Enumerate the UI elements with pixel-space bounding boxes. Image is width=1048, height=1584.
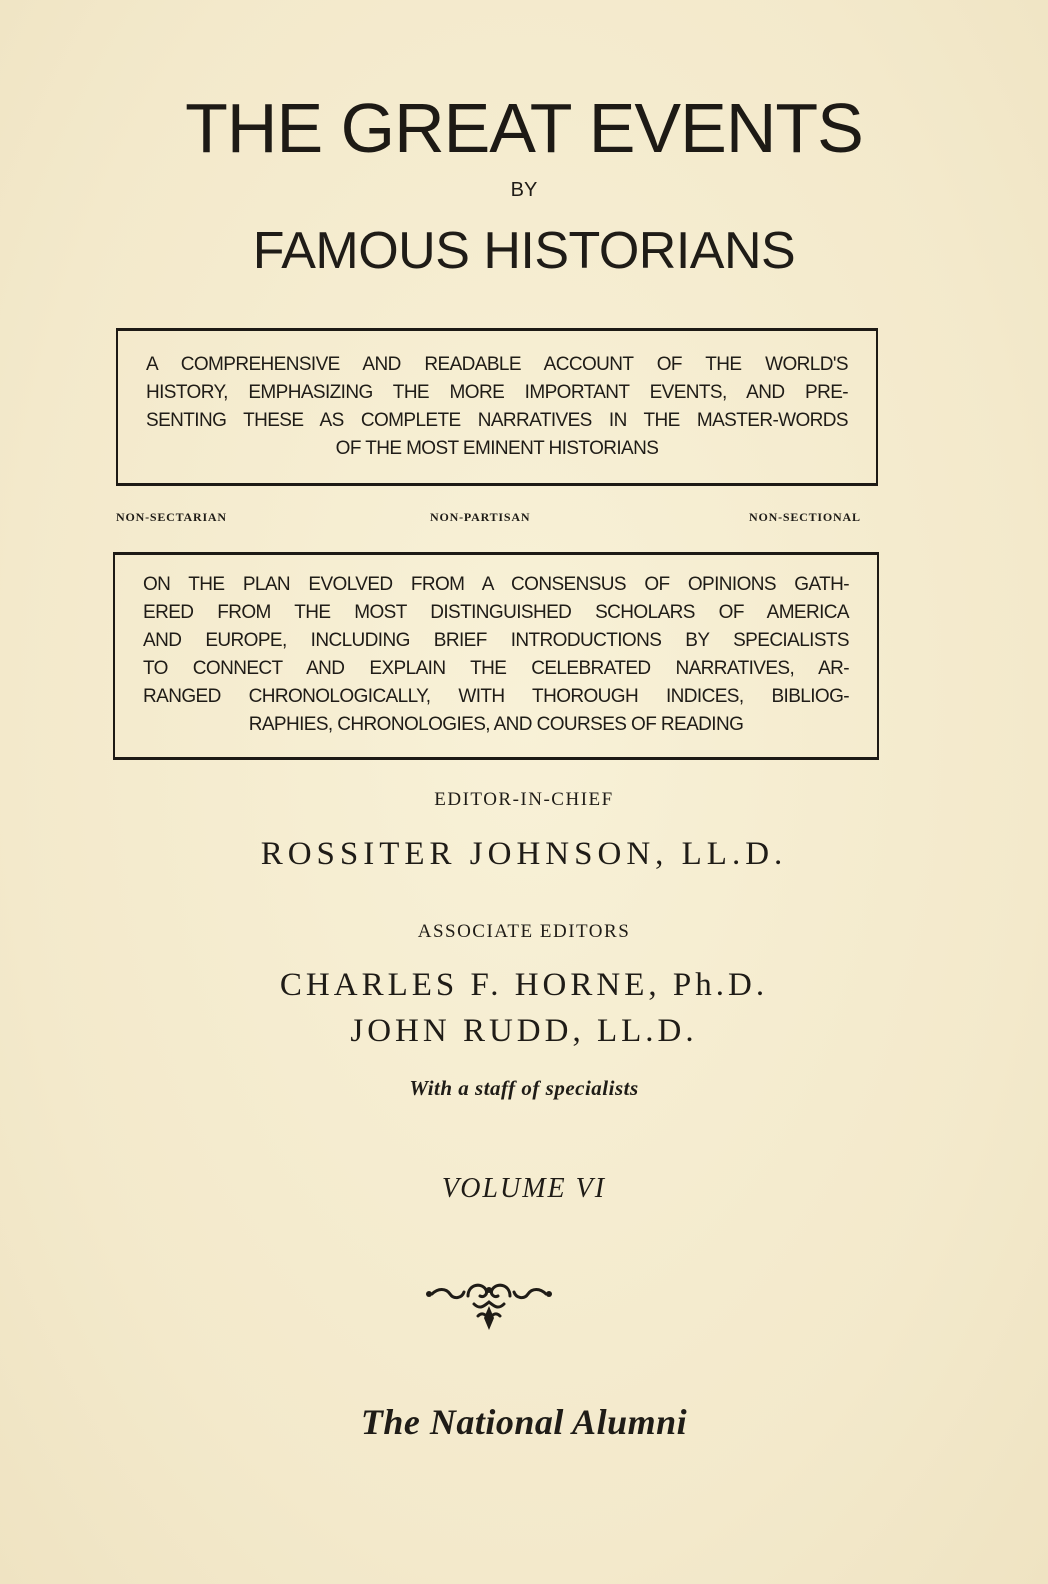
- description-text: [146, 351, 848, 463]
- editor-in-chief-name: ROSSITER JOHNSON, LL.D.: [260, 836, 788, 872]
- description-line: OF THE MOST EMINENT HISTORIANS: [335, 438, 659, 459]
- associate-editors-label: ASSOCIATE EDITORS: [417, 921, 631, 942]
- description-line: SENTING THESE AS COMPLETE NARRATIVES IN THE MASTER-WORDS: [146, 410, 848, 431]
- plan-line: RAPHIES, CHRONOLOGIES, AND COURSES OF READING: [248, 714, 744, 735]
- plan-line: ON THE PLAN EVOLVED FROM A CONSENSUS OF OPINIONS GATH-: [143, 574, 849, 595]
- plan-line: TO CONNECT AND EXPLAIN THE CELEBRATED NARRATIVES, AR-: [143, 658, 849, 679]
- plan-box: [113, 552, 879, 760]
- description-line: A COMPREHENSIVE AND READABLE ACCOUNT OF THE WORLD'S: [146, 354, 848, 375]
- fleuron-ornament-icon: [424, 1276, 554, 1336]
- description-box: [116, 328, 878, 486]
- publisher-imprint: The National Alumni: [360, 1402, 688, 1442]
- associate-editor-name: JOHN RUDD, LL.D.: [350, 1013, 698, 1049]
- slogan-non-sectarian: NON-SECTARIAN: [116, 510, 227, 524]
- staff-note: With a staff of specialists: [409, 1076, 639, 1100]
- associate-editor-name: CHARLES F. HORNE, Ph.D.: [279, 967, 769, 1003]
- plan-text: [143, 571, 849, 739]
- volume-label: VOLUME VI: [441, 1173, 607, 1204]
- slogan-non-sectional: NON-SECTIONAL: [749, 510, 861, 524]
- plan-line: AND EUROPE, INCLUDING BRIEF INTRODUCTIONS BY SPECIALISTS: [143, 630, 849, 651]
- plan-line: RANGED CHRONOLOGICALLY, WITH THOROUGH INDICES, BIBLIOG-: [143, 686, 849, 707]
- plan-line: ERED FROM THE MOST DISTINGUISHED SCHOLARS OF AMERICA: [143, 602, 849, 623]
- by-text: BY: [510, 179, 538, 201]
- slogan-non-partisan: NON-PARTISAN: [430, 510, 531, 524]
- editor-in-chief-label: EDITOR-IN-CHIEF: [434, 789, 614, 810]
- main-title: THE GREAT EVENTS: [185, 89, 863, 167]
- sub-title: FAMOUS HISTORIANS: [252, 222, 796, 280]
- description-line: HISTORY, EMPHASIZING THE MORE IMPORTANT EVENTS, AND PRE-: [146, 382, 848, 403]
